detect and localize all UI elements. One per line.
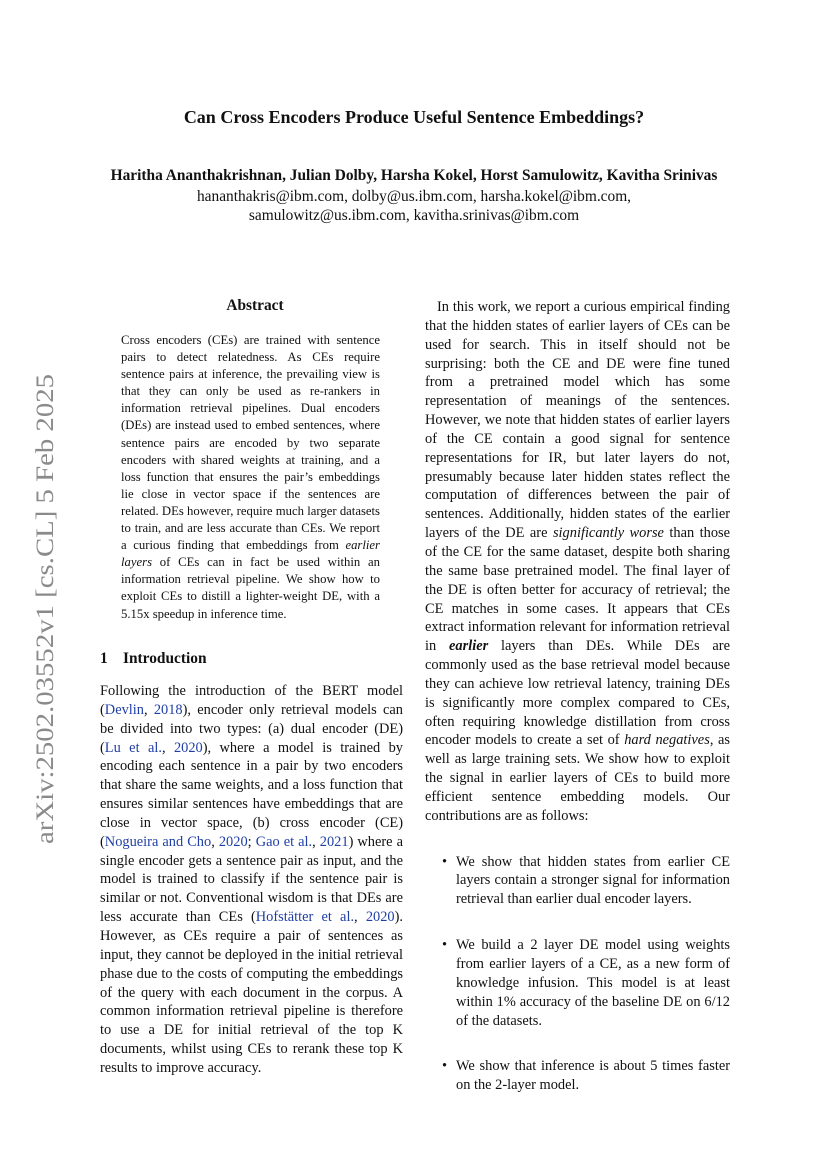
emphasis-text: hard negatives xyxy=(624,732,710,749)
list-item: • We show that hidden states from earlier CE layers contain a stronger signal for information retrieval than earlier dual encoder layers. xyxy=(425,853,730,910)
intro-text: ), encoder only retrieval models can be divided into two types: (a) dual encoder (DE) ( xyxy=(100,701,403,756)
list-item: • We build a 2 layer DE model using weights from earlier layers of a CE, as a new form of knowledge infusion. This model is at least within 1% accuracy of the baseline DE on 6/12 of the datasets. xyxy=(425,936,730,1030)
intro-text: ) where a single encoder gets a sentence pair as input, and the model is trained to classify if the sentence pair is similar or not. Conventional wisdom is that DEs are less accurate than CEs ( xyxy=(100,833,403,926)
abstract-body xyxy=(121,332,380,623)
section-title: Introduction xyxy=(123,650,207,667)
contributions-list xyxy=(425,853,730,1095)
intro-text: , xyxy=(354,909,366,926)
abstract-heading: Abstract xyxy=(226,297,284,314)
citation-link[interactable]: Hofstätter et al. xyxy=(255,909,355,926)
citation-link[interactable]: 2021 xyxy=(319,833,349,850)
intro-text: ), where a model is trained by encoding each sentence in a pair by two encoders that share the same weights, and a loss function that ensures similar sentences have embeddings that are close in vector space, (b) cross encoder (CE) ( xyxy=(100,739,403,850)
emphasis-text: earlier xyxy=(449,638,489,655)
citation-link[interactable]: Nogueira and Cho xyxy=(104,833,212,850)
citation-link[interactable]: Devlin xyxy=(104,701,144,718)
arxiv-identifier-text: arXiv:2502.03552v1 [cs.CL] 5 Feb 2025 xyxy=(32,435,59,844)
abstract-text: of CEs can in fact be used within an information retrieval pipeline. We show how to exploit CEs to distill a lighter-weight DE, with a 5.15x speedup in inference time. xyxy=(121,555,380,621)
list-item: • We show that inference is about 5 times faster on the 2-layer model. xyxy=(425,1057,730,1095)
citation-link[interactable]: 2020 xyxy=(173,739,203,756)
introduction-paragraph xyxy=(100,682,403,1078)
intro-text: , xyxy=(211,833,219,850)
body-text: layers than DEs. While DEs are commonly used as the base retrieval model because they can achieve low retrieval latency, training DEs is significantly more complex compared to CEs, often requiring knowledge distillation from cross encoder models to create a set of xyxy=(425,638,730,749)
body-text: than those of the CE for the same dataset, despite both sharing the same base pretrained model. The final layer of the DE is often better for accuracy of retrieval; the CE matches in some cases. It appears that CEs extract information relevant for information retrieval in xyxy=(425,525,730,655)
abstract-text: Cross encoders (CEs) are trained with sentence pairs to detect relatedness. As CEs require sentence pairs at inference, the prevailing view is that they can only be used as re-rankers in information retrieval pipelines. Dual encoders (DEs) are instead used to embed sentences, where sentence pairs are encoded by two separate encoders with shared weights at training, and a loss function that ensures the pair’s embeddings lie close in vector space if the sentences are related. DEs however, require much larger datasets to train, and are less accurate than CEs. We report a curious finding that embeddings from xyxy=(121,333,380,553)
paper-title: Can Cross Encoders Produce Useful Sentence Embeddings? xyxy=(183,107,645,127)
author-list: Haritha Ananthakrishnan, Julian Dolby, Harsha Kokel, Horst Samulowitz, Kavitha Srinivas xyxy=(110,167,718,184)
intro-text: , xyxy=(143,701,154,718)
intro-text: , xyxy=(161,739,174,756)
section-number: 1 xyxy=(100,650,108,667)
section-heading-introduction xyxy=(100,650,207,668)
intro-text: ; xyxy=(247,833,256,850)
citation-link[interactable]: 2020 xyxy=(365,909,395,926)
right-column xyxy=(425,298,730,1095)
body-text: , as well as large training sets. We show how to exploit the signal in earlier layers of CEs to build more efficient sentence embedding models. Our contributions are as follows: xyxy=(425,732,730,824)
citation-link[interactable]: 2018 xyxy=(153,701,183,718)
arxiv-identifier-stamp xyxy=(22,374,62,844)
body-text: In this work, we report a curious empirical finding that the hidden states of earlier layers of CEs can be used for search. This in itself should not be surprising: both the CE and DE were fine tuned from a pretrained model which has some representation of meanings of the sentences. However, we note that hidden states of earlier layers of the CE contain a good signal for sentence representations for IR, but later layers do not, presumably because later hidden states reflect the computation of differences between the pair of sentences. Additionally, hidden states of the earlier layers of the DE are xyxy=(425,299,730,542)
intro-text: ). However, as CEs require a pair of sentences as input, they cannot be deployed in the initial retrieval phase due to the costs of computing the embeddings of the query with each document in the corpus. A common information retrieval pipeline is therefore to use a DE for initial retrieval of the top K documents, whilst using CEs to rerank these top K results to improve accuracy. xyxy=(100,909,403,1076)
emphasis-text: significantly worse xyxy=(552,525,664,542)
intro-text: Following the introduction of the BERT model ( xyxy=(100,683,403,718)
intro-text: , xyxy=(312,833,320,850)
citation-link[interactable]: 2020 xyxy=(218,833,248,850)
author-emails-line-1: hananthakris@ibm.com, dolby@us.ibm.com, harsha.kokel@ibm.com, xyxy=(196,188,632,205)
citation-link[interactable]: Gao et al. xyxy=(255,833,313,850)
author-emails-line-2: samulowitz@us.ibm.com, kavitha.srinivas@ibm.com xyxy=(248,207,580,224)
citation-link[interactable]: Lu et al. xyxy=(104,739,162,756)
contribution-paragraph xyxy=(425,298,730,826)
abstract-emphasis: earlier layers xyxy=(121,538,380,570)
